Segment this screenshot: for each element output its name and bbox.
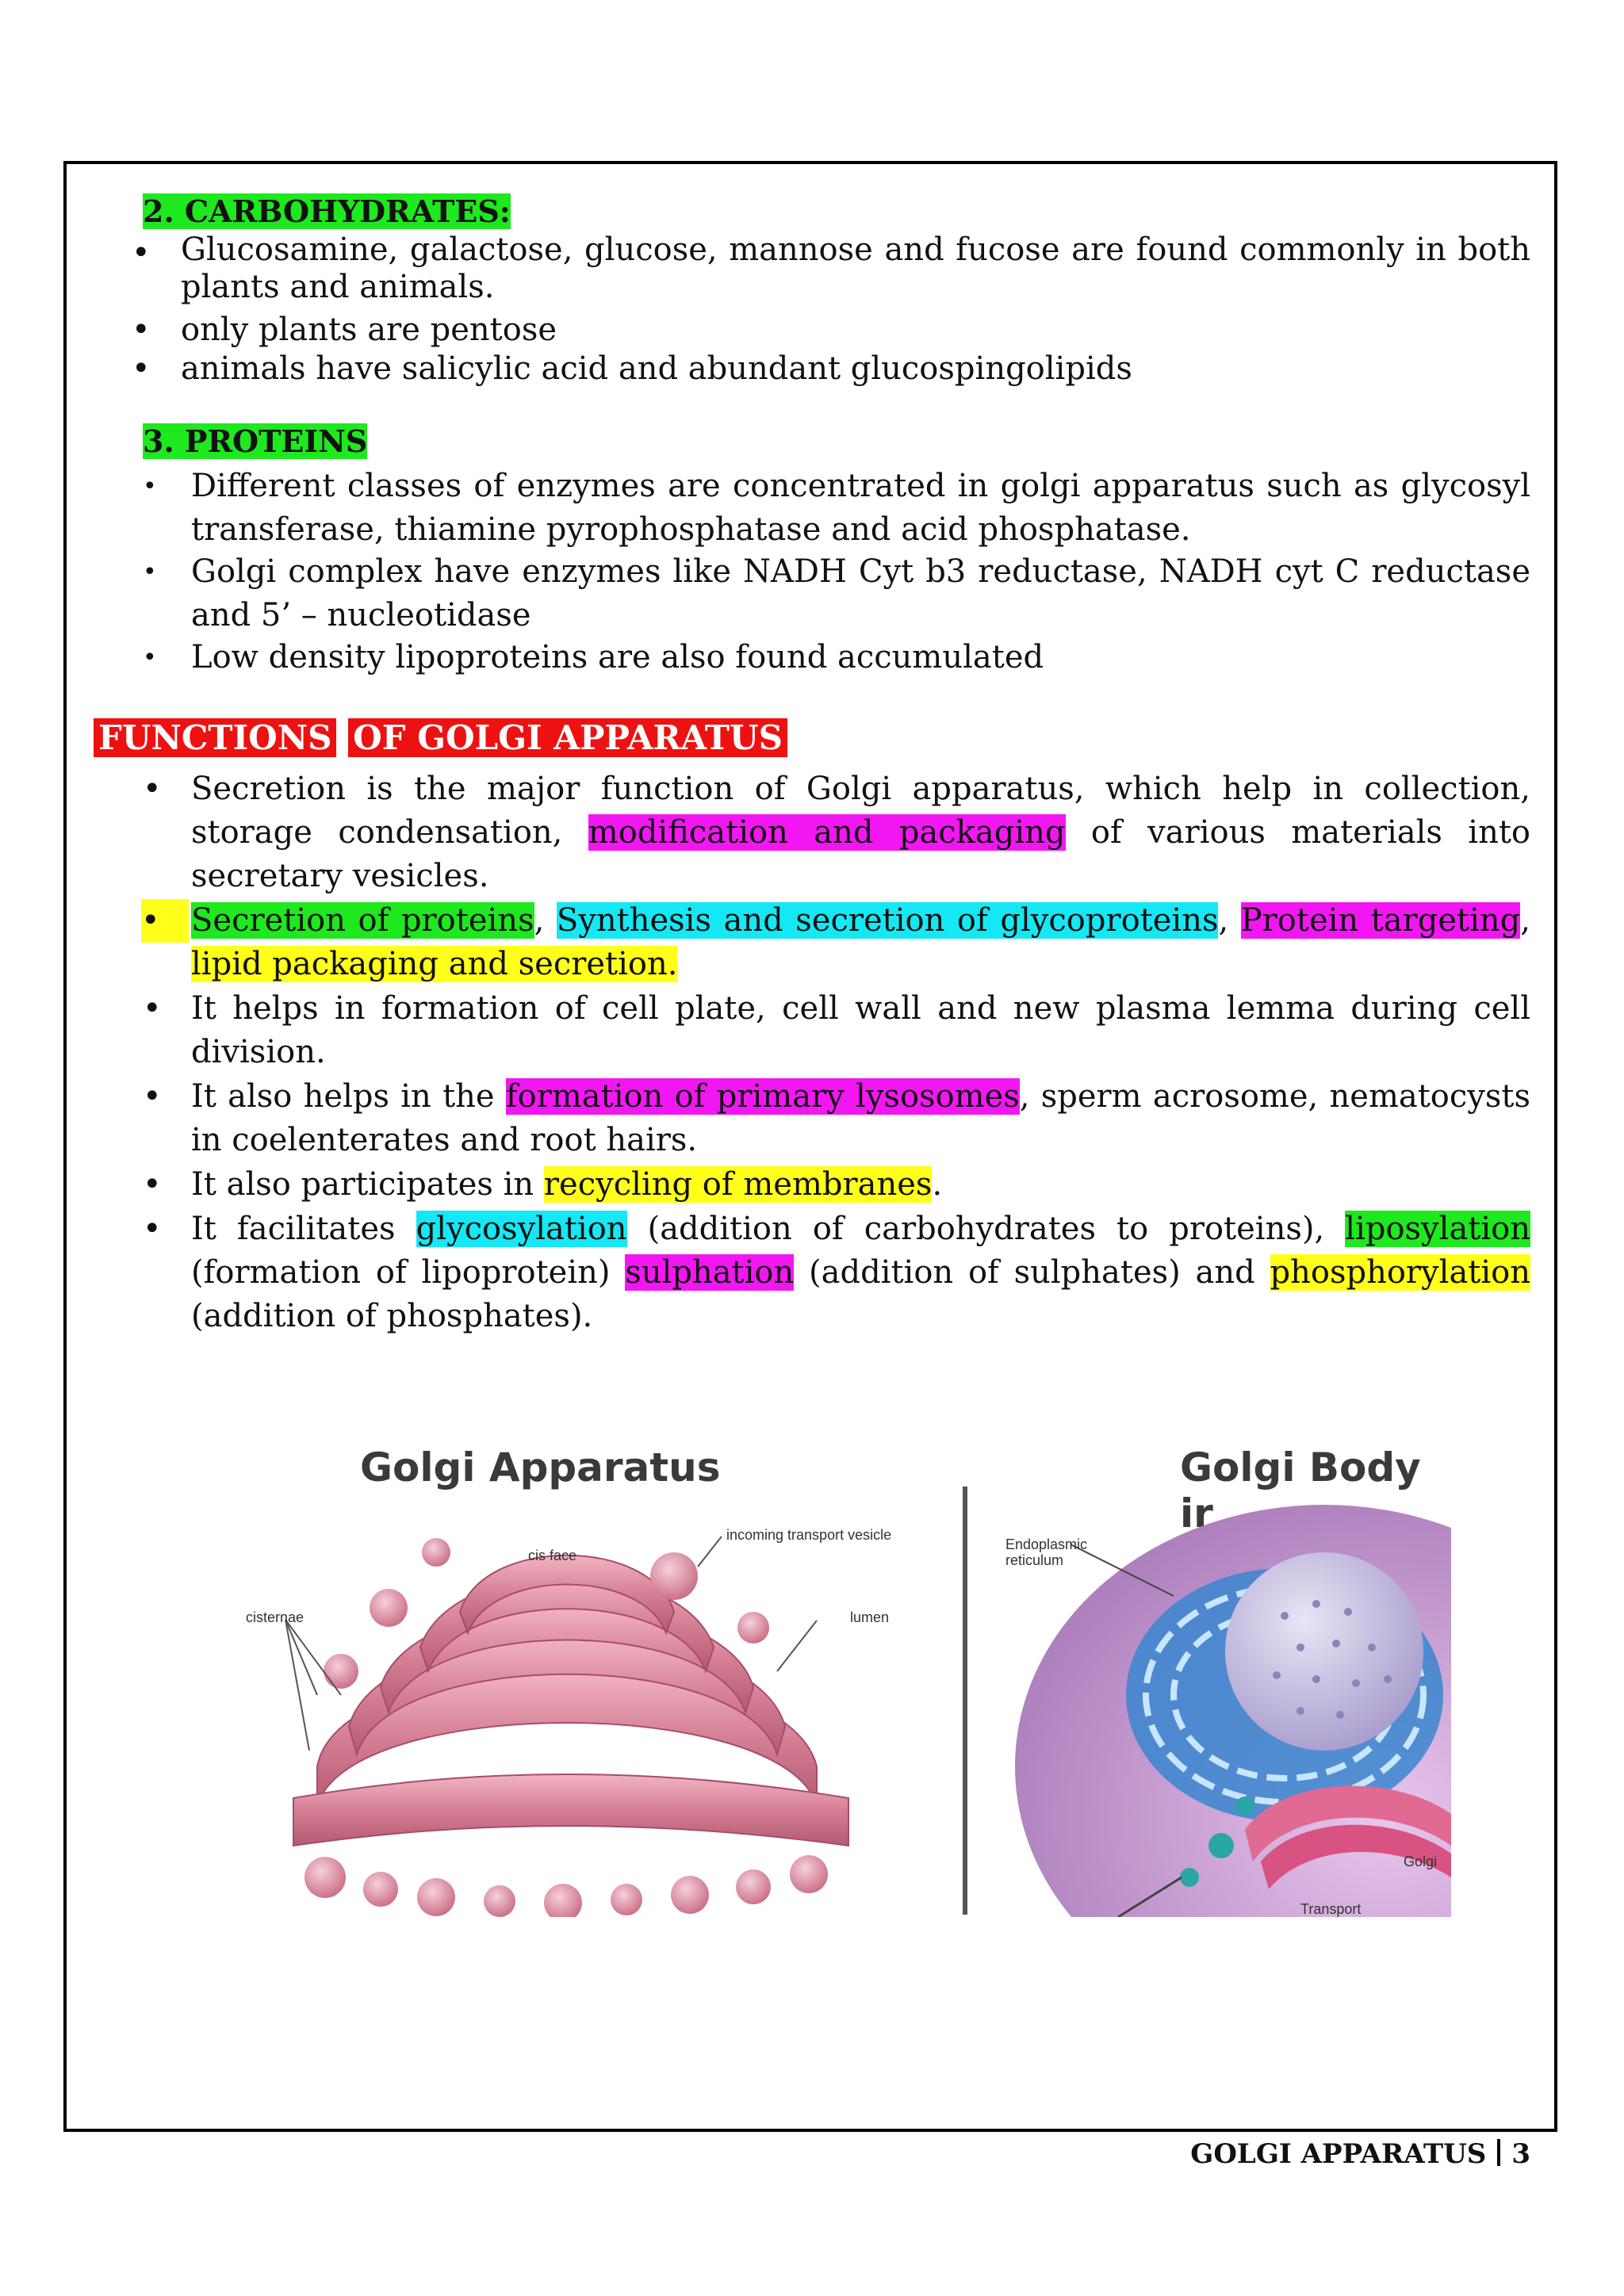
label-incoming-vesicle: incoming transport vesicle: [726, 1527, 892, 1543]
figure-right-title: Golgi Body ir: [1180, 1445, 1421, 1536]
label-transport: Transport: [1300, 1901, 1362, 1917]
bullet-dot: •: [143, 1211, 162, 1247]
golgi-body-diagram: [983, 1433, 1451, 1917]
bullet-dot: •: [143, 644, 157, 672]
carbohydrates-heading: 2. CARBOHYDRATES:: [143, 193, 511, 229]
bullet-dot: •: [143, 1078, 162, 1115]
function-bullet-2: Secretion of proteins, Synthesis and secretion of glycoproteins, Protein targeting, lipid packaging and secretion.: [191, 902, 1530, 982]
carb-bullet-2: only plants are pentose: [181, 312, 557, 348]
function-bullet-6: It facilitates glycosylation (addition of carbohydrates to proteins), liposylation (formation of lipoprotein) sulphation (addition of sulphates) and phosphorylation (addition of phosphates).: [191, 1211, 1530, 1334]
carb-bullet-3: animals have salicylic acid and abundant glucospingolipids: [181, 350, 1132, 387]
function-bullet-4: It also helps in the formation of primary lysosomes, sperm acrosome, nematocysts in coelenterates and root hairs.: [191, 1078, 1531, 1158]
label-lumen: lumen: [850, 1609, 890, 1625]
bullet-dot: •: [132, 350, 151, 387]
protein-bullet-3: Low density lipoproteins are also found accumulated: [191, 639, 1044, 675]
label-cis-face: cis face: [528, 1548, 577, 1563]
function-bullet-3: It helps in formation of cell plate, cell wall and new plasma lemma during cell division.: [191, 990, 1530, 1070]
carb-bullet-1: Glucosamine, galactose, glucose, mannose and fucose are found commonly in both plants and animals.: [181, 232, 1530, 305]
bullet-dot: •: [141, 899, 189, 943]
bullet-dot: •: [143, 1166, 162, 1203]
footer-separator: [1497, 2139, 1500, 2166]
bullet-dot: •: [132, 312, 151, 348]
function-bullet-5: It also participates in recycling of membranes.: [191, 1166, 943, 1203]
golgi-stack-illustration: [230, 1433, 944, 1917]
label-cisternae: cisternae: [246, 1609, 304, 1625]
bullet-dot: •: [143, 473, 157, 500]
page-footer: [1190, 2135, 1530, 2173]
protein-bullet-1: Different classes of enzymes are concentrated in golgi apparatus such as glycosyl transferase, thiamine pyrophosphatase and acid phosphatase.: [191, 468, 1530, 548]
bullet-dot: •: [132, 235, 151, 271]
label-endoplasmic-reticulum: Endoplasmic reticulum: [1005, 1536, 1088, 1568]
bullet-dot: •: [143, 771, 162, 807]
figure-divider: [963, 1487, 967, 1915]
figure-left-title: Golgi Apparatus: [360, 1445, 721, 1490]
footer-title: GOLGI APPARATUS: [1190, 2138, 1487, 2170]
label-golgi: Golgi: [1404, 1854, 1438, 1869]
bullet-dot: •: [143, 990, 162, 1027]
function-bullet-1: Secretion is the major function of Golgi apparatus, which help in collection, storage condensation, modification and packaging of various materials into secretary vesicles.: [191, 771, 1530, 894]
proteins-heading: 3. PROTEINS: [143, 423, 368, 459]
functions-heading: FUNCTIONS OF GOLGI APPARATUS: [94, 718, 787, 758]
bullet-dot: •: [143, 558, 157, 586]
cell-illustration: [983, 1433, 1451, 1917]
golgi-apparatus-diagram: [230, 1433, 944, 1917]
protein-bullet-2: Golgi complex have enzymes like NADH Cyt b3 reductase, NADH cyt C reductase and 5’ – nucleotidase: [191, 553, 1530, 633]
page-number: 3: [1511, 2138, 1530, 2170]
